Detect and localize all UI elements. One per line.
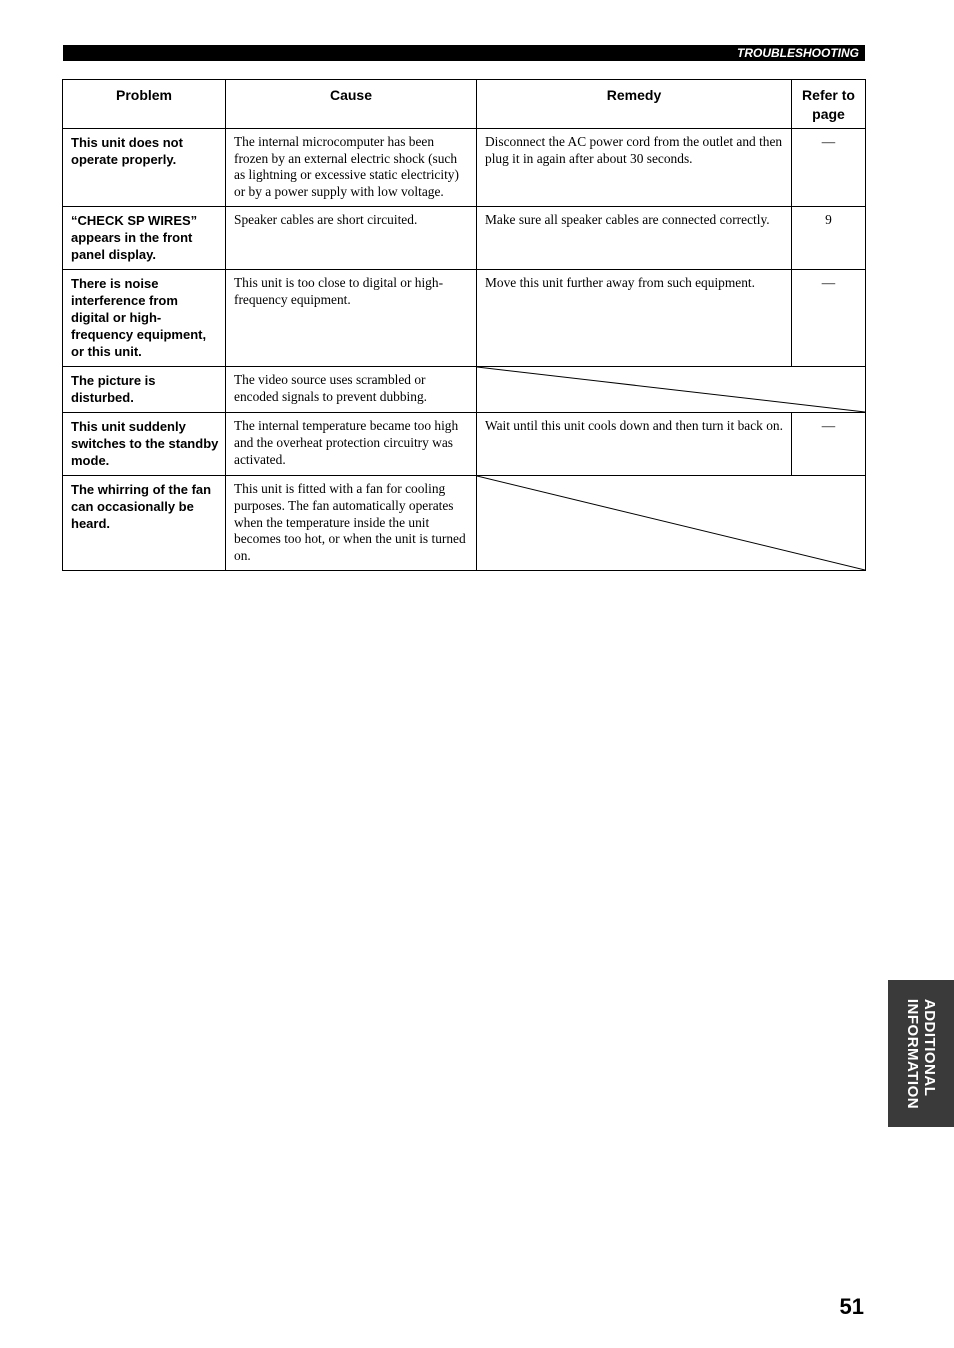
ref-page-cell: 9 — [792, 207, 866, 270]
table-row — [63, 270, 866, 367]
cause-cell: Speaker cables are short circuited. — [226, 207, 477, 270]
cause-cell: The internal temperature became too high and the overheat protection circuitry was activated. — [226, 413, 477, 476]
col-header-problem: Problem — [63, 80, 226, 129]
table-row — [63, 476, 866, 571]
problem-cell: There is noise interference from digital or high-frequency equipment, or this unit. — [63, 270, 226, 367]
remedy-cell: Move this unit further away from such equipment. — [477, 270, 792, 367]
not-applicable-cell — [477, 367, 866, 413]
remedy-cell: Disconnect the AC power cord from the outlet and then plug it in again after about 30 seconds. — [477, 129, 792, 207]
problem-cell: The whirring of the fan can occasionally be heard. — [63, 476, 226, 571]
table-header-row — [63, 80, 866, 129]
col-header-remedy: Remedy — [477, 80, 792, 129]
table-row — [63, 413, 866, 476]
col-header-cause: Cause — [226, 80, 477, 129]
diagonal-strike-line — [477, 476, 865, 570]
cause-cell: The video source uses scrambled or encoded signals to prevent dubbing. — [226, 367, 477, 413]
table-row — [63, 207, 866, 270]
problem-cell: The picture is disturbed. — [63, 367, 226, 413]
table-row — [63, 129, 866, 207]
side-tab-line-2: INFORMATION — [904, 998, 921, 1109]
troubleshooting-table — [62, 79, 866, 571]
ref-page-cell: — — [792, 413, 866, 476]
section-header: TROUBLESHOOTING — [63, 45, 865, 61]
table-row — [63, 367, 866, 413]
cause-cell: The internal microcomputer has been frozen by an external electric shock (such as lightning or excessive static electricity) or by a power supply with low voltage. — [226, 129, 477, 207]
ref-page-cell: — — [792, 129, 866, 207]
problem-cell: This unit does not operate properly. — [63, 129, 226, 207]
side-tab-label — [904, 998, 938, 1108]
side-tab-line-1: ADDITIONAL — [921, 998, 938, 1096]
diagonal-strike-line — [477, 367, 865, 412]
remedy-cell: Make sure all speaker cables are connected correctly. — [477, 207, 792, 270]
section-side-tab — [888, 980, 954, 1127]
col-header-refer-to-page: Refer to page — [792, 80, 866, 129]
remedy-cell: Wait until this unit cools down and then turn it back on. — [477, 413, 792, 476]
ref-page-cell: — — [792, 270, 866, 367]
cause-cell: This unit is fitted with a fan for cooling purposes. The fan automatically operates when the temperature inside the unit becomes too hot, or when the unit is turned on. — [226, 476, 477, 571]
page-number: 51 — [839, 1294, 864, 1319]
cause-cell: This unit is too close to digital or high-frequency equipment. — [226, 270, 477, 367]
not-applicable-cell — [477, 476, 866, 571]
problem-cell: This unit suddenly switches to the standby mode. — [63, 413, 226, 476]
problem-cell: “CHECK SP WIRES” appears in the front panel display. — [63, 207, 226, 270]
